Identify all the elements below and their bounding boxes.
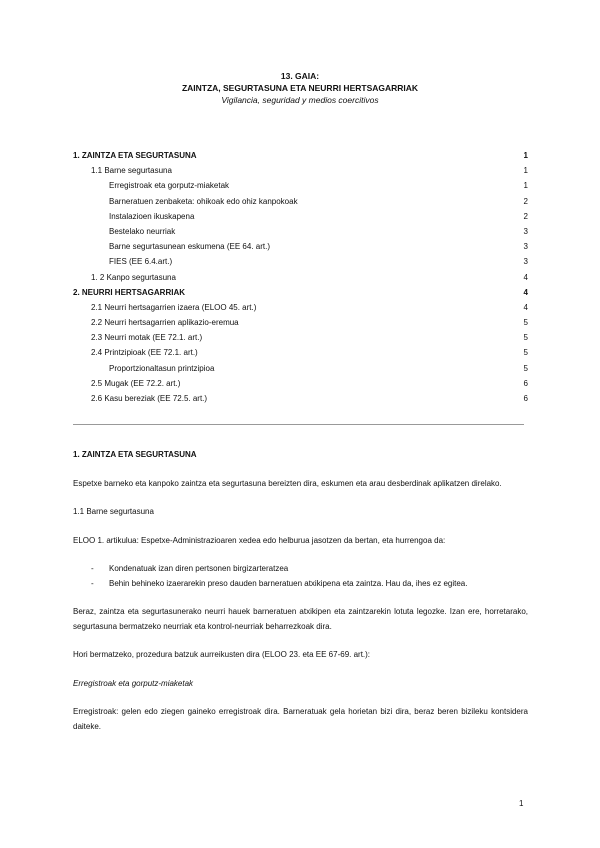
toc-page: 3 (523, 257, 528, 267)
toc-label: 2.1 Neurri hertsagarrien izaera (ELOO 45. art.) (91, 302, 257, 312)
section-divider (73, 424, 524, 425)
subsection-heading: 1.1 Barne segurtasuna (73, 507, 154, 516)
toc-entry[interactable] (73, 239, 528, 254)
topic-subtitle: Vigilancia, seguridad y medios coercitivos (221, 95, 379, 105)
toc-entry[interactable] (73, 178, 528, 193)
italic-subheading: Erregistroak eta gorputz-miaketak (73, 678, 194, 688)
toc-page: 5 (523, 318, 528, 328)
toc-entry[interactable] (73, 285, 528, 300)
toc-label: 2.5 Mugak (EE 72.2. art.) (91, 378, 181, 388)
toc-page: 2 (523, 211, 528, 221)
toc-page: 5 (523, 363, 528, 373)
paragraph-text: Espetxe-Administrazioaren xedea edo helburua jasotzen da bertan, eta hurrengoa da: (138, 535, 446, 545)
list-item (73, 562, 528, 577)
toc-label: 2.3 Neurri motak (EE 72.1. art.) (91, 333, 203, 343)
toc-entry[interactable] (73, 391, 528, 406)
toc-page: 1 (523, 181, 528, 191)
toc-label: Instalazioen ikuskapena (109, 211, 195, 221)
paragraph: Espetxe barneko eta kanpoko zaintza eta segurtasuna bereizten dira, eskumen eta arau desberdinak aplikatzen direlako. (73, 478, 502, 488)
toc-label: 2.2 Neurri hertsagarrien aplikazio-eremua (91, 318, 239, 328)
toc-entry[interactable] (73, 376, 528, 391)
toc-page: 2 (523, 196, 528, 206)
toc-page: 1 (523, 166, 528, 176)
section-heading: 1. ZAINTZA ETA SEGURTASUNA (73, 450, 197, 459)
bullet-dash: - (91, 564, 94, 573)
toc-page: 6 (523, 378, 528, 388)
article-reference: ELOO 1. artikulua: (73, 535, 139, 545)
toc-label: 1. 2 Kanpo segurtasuna (91, 272, 176, 282)
toc-label: Proportzionaltasun printzipioa (109, 363, 215, 373)
list-item-text: Kondenatuak izan diren pertsonen birgizarteratzea (109, 564, 289, 573)
toc-entry[interactable] (73, 270, 528, 285)
toc-entry[interactable] (73, 300, 528, 315)
toc-label: 2.4 Printzipioak (EE 72.1. art.) (91, 348, 198, 358)
topic-title: ZAINTZA, SEGURTASUNA ETA NEURRI HERTSAGARRIAK (181, 83, 419, 93)
topic-number: 13. GAIA: (280, 71, 320, 81)
toc-page: 6 (523, 394, 528, 403)
toc-entry[interactable] (73, 224, 528, 239)
list-item (73, 577, 528, 592)
toc-label: 1.1 Barne segurtasuna (91, 166, 172, 176)
toc-entry[interactable] (73, 361, 528, 376)
toc-entry[interactable] (73, 163, 528, 178)
toc-label: 1. ZAINTZA ETA SEGURTASUNA (73, 151, 197, 160)
toc-label: 2.6 Kasu bereziak (EE 72.5. art.) (91, 394, 208, 403)
toc-page: 5 (523, 348, 528, 358)
toc-entry[interactable] (73, 148, 528, 163)
toc-page: 3 (523, 226, 528, 236)
toc-page: 4 (523, 287, 528, 297)
toc-label: FIES (EE 6.4.art.) (109, 257, 173, 267)
toc-entry[interactable] (73, 194, 528, 209)
toc-page: 4 (523, 272, 528, 282)
document-body (73, 448, 528, 734)
toc-page: 4 (523, 302, 528, 312)
toc-page: 1 (523, 151, 528, 160)
toc-label: Erregistroak eta gorputz-miaketak (109, 181, 230, 191)
page-number: 1 (519, 799, 524, 808)
table-of-contents (73, 148, 528, 406)
toc-entry[interactable] (73, 330, 528, 345)
paragraph (73, 534, 528, 549)
toc-entry[interactable] (73, 254, 528, 269)
toc-label: Bestelako neurriak (109, 226, 176, 236)
paragraph: Erregistroak: gelen edo ziegen gaineko erregistroak dira. Barneratuak gela horietan bizi dira, beraz beren bizileku kontsidera daiteke. (73, 707, 528, 731)
document-title-block (0, 70, 600, 106)
toc-entry[interactable] (73, 345, 528, 360)
list-item-text: Behin behineko izaerarekin preso dauden barneratuen atxikipena eta zaintza. Hau da, ihes ez egitea. (109, 578, 468, 588)
toc-label: Barneratuen zenbaketa: ohikoak edo ohiz kanpokoak (109, 196, 298, 206)
toc-entry[interactable] (73, 209, 528, 224)
toc-page: 3 (523, 242, 528, 252)
toc-label: Barne segurtasunean eskumena (EE 64. art.) (109, 242, 270, 252)
toc-entry[interactable] (73, 315, 528, 330)
bullet-dash: - (91, 578, 94, 588)
paragraph: Hori bermatzeko, prozedura batzuk aurreikusten dira (ELOO 23. eta EE 67-69. art.): (73, 650, 371, 659)
paragraph: Beraz, zaintza eta segurtasunerako neurri hauek barneratuen atxikipen eta zaintzarekin lotuta legozke. Izan ere, horretarako, segurtasuna bermatzeko neurriak eta kontrol-neurriak beharrezkoak dira. (73, 607, 528, 631)
toc-label: 2. NEURRI HERTSAGARRIAK (73, 287, 186, 297)
toc-page: 5 (523, 333, 528, 343)
